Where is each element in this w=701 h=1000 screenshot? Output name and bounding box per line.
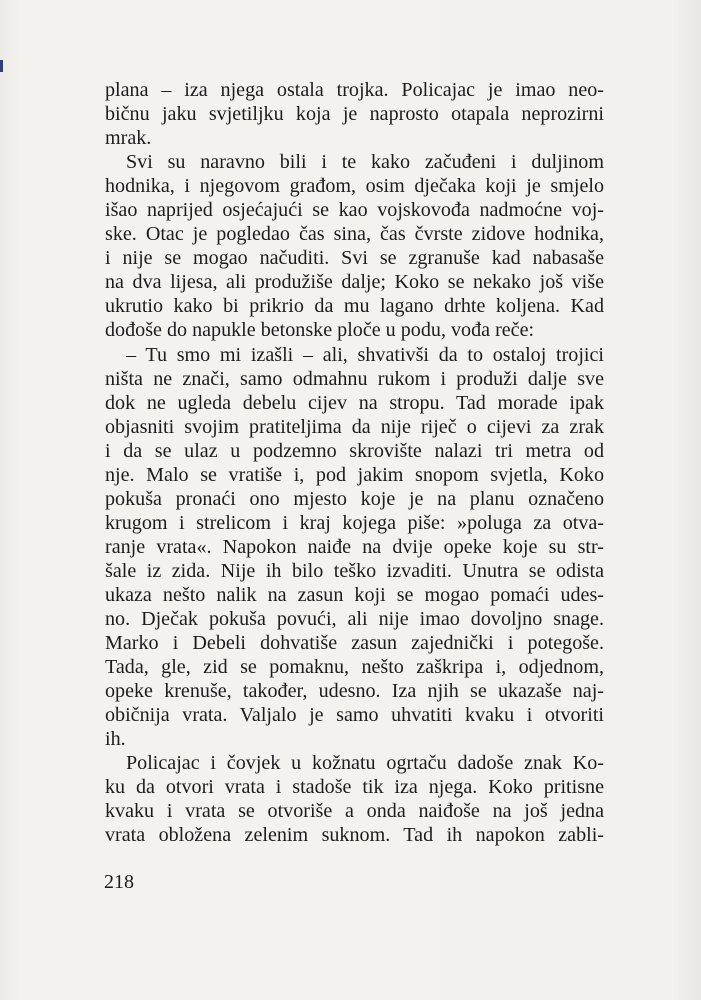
page-number: 218 (104, 871, 134, 893)
text-line: Tada, gle, zid se pomaknu, nešto zaškripa i, odjednom, (105, 656, 604, 679)
text-line: pokuša pronaći ono mjesto koje je na planu označeno (105, 487, 604, 510)
paragraph-1 (105, 78, 604, 150)
text-line: i nije se mogao načuditi. Svi se zgranuše kad nabasaše (105, 247, 604, 270)
paragraph-2 (105, 150, 604, 342)
text-line: dođoše do napukle betonske ploče u podu, vođa reče: (105, 319, 535, 342)
text-line: Policajac i čovjek u kožnatu ogrtaču dadoše znak Ko- (126, 752, 604, 775)
text-line: ukrutio kako bi prikrio da mu lagano drhte koljena. Kad (105, 295, 604, 318)
text-line: Svi su naravno bili i te kako začuđeni i duljinom (126, 151, 604, 174)
text-line: nje. Malo se vratiše i, pod jakim snopom svjetla, Koko (105, 463, 604, 486)
text-line: krugom i strelicom i kraj kojega piše: »poluga za otva- (105, 511, 604, 534)
text-line: hodnika, i njegovom građom, osim dječaka koji je smjelo (105, 175, 604, 198)
paragraph-3 (105, 343, 604, 752)
text-line: i da se ulaz u podzemno skrovište nalazi tri metra od (105, 439, 604, 462)
text-line: mrak. (105, 127, 152, 150)
text-line: ku da otvori vrata i stadoše tik iza njega. Koko pritisne (105, 776, 604, 799)
text-line: ukaza nešto nalik na zasun koji se mogao pomaći udes- (105, 583, 604, 606)
text-line: išao naprijed osjećajući se kao vojskovođa nadmoćne voj- (105, 199, 604, 222)
text-line: vrata obložena zelenim suknom. Tad ih napokon zabli- (105, 824, 604, 847)
text-line: običnija vrata. Valjalo je samo uhvatiti kvaku i otvoriti (105, 704, 604, 727)
text-line: ih. (105, 728, 126, 751)
text-line: – Tu smo mi izašli – ali, shvativši da to ostaloj trojici (126, 343, 604, 366)
text-line: no. Dječak pokuša povući, ali nije imao dovoljno snage. (105, 608, 604, 631)
text-line: ništa ne znači, samo odmahnu rukom i produži dalje sve (105, 367, 604, 390)
text-line: Marko i Debeli dohvatiše zasun zajednički i potegoše. (105, 632, 604, 655)
text-line: opeke krenuše, također, udesno. Iza njih se ukazaše naj- (105, 680, 604, 703)
body-text (105, 78, 604, 848)
text-line: dok ne ugleda debelu cijev na stropu. Tad morade ipak (105, 391, 604, 414)
text-line: bičnu jaku svjetiljku koja je naprosto otapala neprozirni (105, 103, 604, 126)
text-line: ranje vrata«. Napokon naiđe na dvije opeke koje su str- (105, 535, 604, 558)
text-line: šale iz zida. Nije ih bilo teško izvaditi. Unutra se odista (105, 559, 604, 582)
text-line: na dva lijesa, ali produžiše dalje; Koko se nekako još više (105, 271, 604, 294)
text-line: kvaku i vrata se otvoriše a onda naiđoše na još jedna (105, 800, 604, 823)
paragraph-4 (105, 751, 604, 847)
edge-mark (0, 60, 3, 72)
text-line: plana – iza njega ostala trojka. Policajac je imao neo- (105, 79, 604, 101)
text-line: objasniti svojim pratiteljima da nije riječ o cijevi za zrak (105, 415, 604, 438)
text-line: ske. Otac je pogledao čas sina, čas čvrste zidove hodnika, (105, 223, 604, 246)
